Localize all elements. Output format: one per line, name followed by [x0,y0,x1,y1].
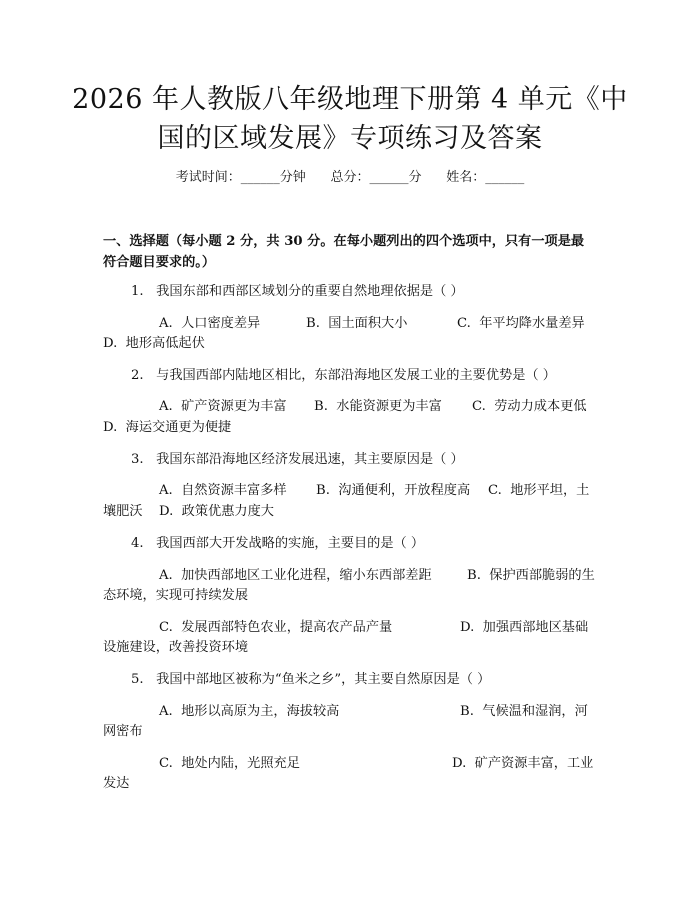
question-4-option-a: A. 加快西部地区工业化进程，缩小东西部差距 [159,568,432,583]
question-4-option-d-line-2: 设施建设，改善投资环境 [103,640,249,655]
section-heading-line-1: 一、选择题（每小题 2 分，共 30 分。在每小题列出的四个选项中，只有一项是最 [103,234,585,249]
question-4-option-d-line-1: D. 加强西部地区基础 [460,620,589,635]
question-3-option-a: A. 自然资源丰富多样 [159,483,287,498]
question-5-option-a: A. 地形以高原为主，海拔较高 [159,704,340,719]
question-5-option-b-line-2: 网密布 [103,724,143,739]
question-5-option-c: C. 地处内陆，光照充足 [159,756,300,771]
document-title-line-1: 2026 年人教版八年级地理下册第 4 单元《中 [72,84,628,115]
question-3-option-b: B. 沟通便利，开放程度高 [316,483,471,498]
question-4-option-c: C. 发展西部特色农业，提高农产品产量 [159,620,393,635]
question-3-option-c-line-1: C. 地形平坦，土 [488,483,590,498]
question-2-option-d: D. 海运交通更为便捷 [103,420,232,435]
question-5-option-d-line-1: D. 矿产资源丰富，工业 [452,756,594,771]
question-2-option-a: A. 矿产资源更为丰富 [159,399,287,414]
question-2-option-b: B. 水能资源更为丰富 [314,399,442,414]
question-5-option-b-line-1: B. 气候温和湿润，河 [460,704,588,719]
question-3-stem: 3. 我国东部沿海地区经济发展迅速，其主要原因是（ ） [131,452,464,467]
exam-info-line: 考试时间：______分钟 总分：______分 姓名：______ [175,170,525,185]
question-2-option-c: C. 劳动力成本更低 [472,399,587,414]
question-4-option-b-line-1: B. 保护西部脆弱的生 [467,568,595,583]
question-1-option-d: D. 地形高低起伏 [103,336,205,351]
question-1-option-b: B. 国土面积大小 [306,316,408,331]
section-heading-line-2: 符合题目要求的。） [103,255,216,270]
question-4-option-b-line-2: 态环境，实现可持续发展 [103,588,249,603]
question-1-option-a: A. 人口密度差异 [159,316,261,331]
question-3-option-c-line-2: 壤肥沃 [103,504,143,519]
question-1-stem: 1. 我国东部和西部区域划分的重要自然地理依据是（ ） [131,284,464,299]
question-1-option-c: C. 年平均降水量差异 [457,316,585,331]
question-5-stem: 5. 我国中部地区被称为“鱼米之乡”，其主要自然原因是（ ） [131,672,491,687]
question-2-stem: 2. 与我国西部内陆地区相比，东部沿海地区发展工业的主要优势是（ ） [131,368,556,383]
question-5-option-d-line-2: 发达 [103,776,130,791]
question-4-stem: 4. 我国西部大开发战略的实施，主要目的是（ ） [131,536,425,551]
question-3-option-d: D. 政策优惠力度大 [159,504,274,519]
document-title-line-2: 国的区域发展》专项练习及答案 [157,123,543,154]
